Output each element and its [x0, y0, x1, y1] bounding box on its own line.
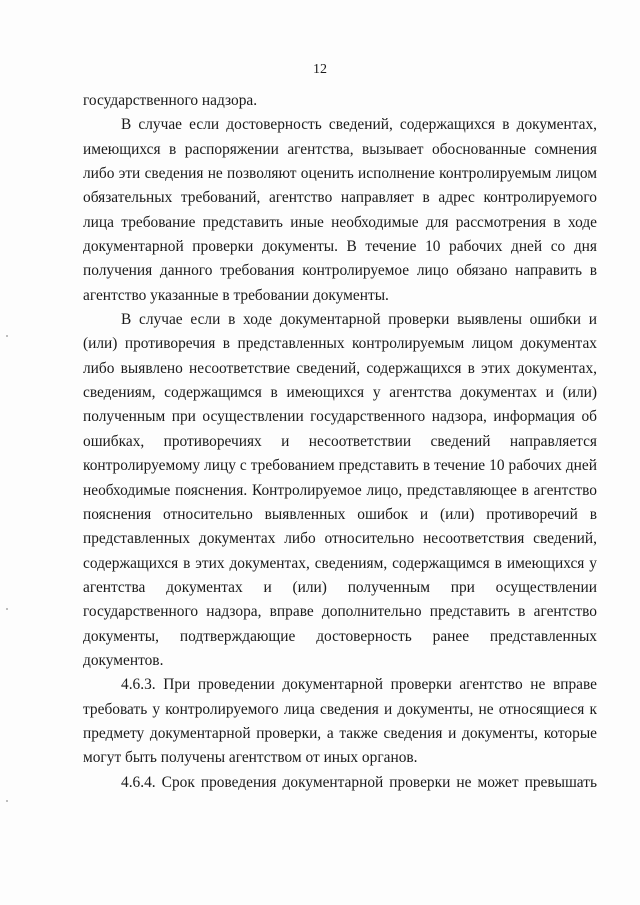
paragraph-verification-request: В случае если достоверность сведений, содержащихся в документах, имеющихся в распоряжении агентства, вызывает обоснованные сомнения либо эти сведения не позволяют оценить исполнение контролируемым лицом обязательных требований, агентство направляет в адрес контролируемого лица требование представить иные необходимые для рассмотрения в ходе документарной проверки документы. В течение 10 рабочих дней со дня получения данного требования контролируемое лицо обязано направить в агентство указанные в требовании документы.: [83, 116, 597, 304]
paragraph-4-6-3: 4.6.3. При проведении документарной проверки агентство не вправе требовать у контролируемого лица сведения и документы, не относящиеся к предмету документарной проверки, а также сведения и документы, которые могут быть получены агентством от иных органов.: [83, 676, 597, 767]
paragraph-errors-contradictions: В случае если в ходе документарной проверки выявлены ошибки и (или) противоречия в представленных контролируемым лицом документах либо выявлено несоответствие сведений, содержащихся в этих документах, сведениям, содержащимся в имеющихся у агентства документах и (или) полученным при осуществлении государственного надзора, информация об ошибках, противоречиях и несоответствии сведений направляется контролируемому лицу с требованием представить в течение 10 рабочих дней необходимые пояснения. Контролируемое лицо, представляющее в агентство пояснения относительно выявленных ошибок и (или) противоречий в представленных документах либо относительно несоответствия сведений, содержащихся в этих документах, сведениям, содержащимся в имеющихся у агентства документах и (или) полученным при осуществлении государственного надзора, вправе дополнительно представить в агентство документы, подтверждающие достоверность ранее представленных документов.: [83, 311, 597, 669]
document-body: [83, 89, 597, 795]
paragraph-4-6-4: 4.6.4. Срок проведения документарной проверки не может превышать: [121, 773, 597, 791]
page-number: 12: [313, 62, 327, 77]
scan-artifact: [6, 800, 8, 802]
scan-artifact: [6, 335, 8, 337]
paragraph-continuation: государственного надзора.: [83, 92, 258, 109]
scan-artifact: [6, 608, 8, 610]
